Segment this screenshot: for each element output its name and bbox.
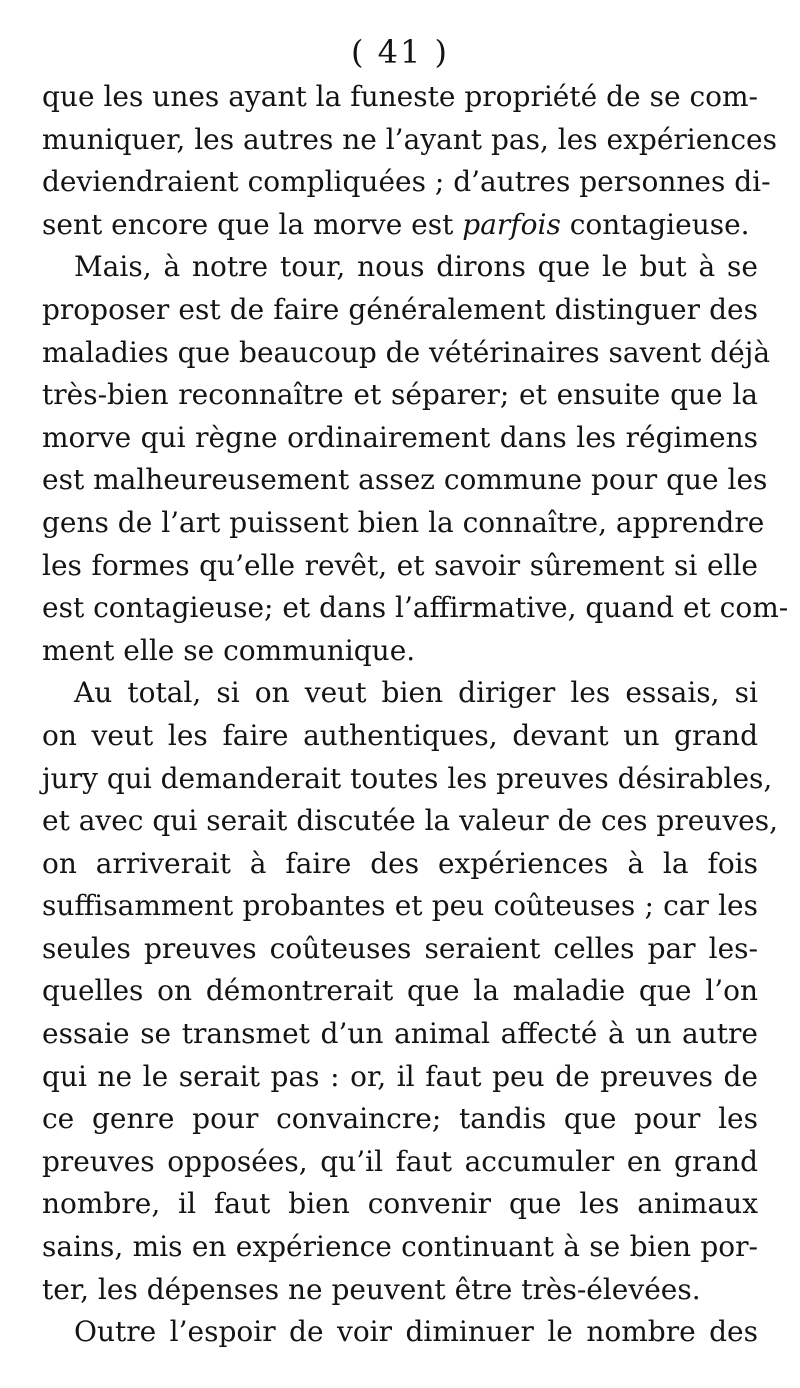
text-run: contagieuse. (569, 207, 750, 241)
text-line: gens de l’art puissent bien la connaître, apprendre (42, 505, 765, 539)
text-line: suffisamment probantes et peu coûteuses ; car les (42, 889, 758, 923)
text-line: essaie se transmet d’un animal affecté à un autre (42, 1017, 758, 1051)
text-line: Outre l’espoir de voir diminuer le nombre des (74, 1315, 758, 1349)
text-line: et avec qui serait discutée la valeur de ces preuves, (42, 804, 778, 838)
text-line: maladies que beaucoup de vétérinaires savent déjà (42, 335, 771, 369)
text-line: quelles on démontrerait que la maladie que l’on (42, 974, 758, 1008)
paragraph-1 (42, 76, 777, 246)
text-line: sains, mis en expérience continuant à se bien por- (42, 1230, 758, 1264)
text-line: est contagieuse; et dans l’affirmative, quand et com- (42, 591, 789, 625)
page-number: ( 41 ) (350, 33, 450, 71)
text-line: nombre, il faut bien convenir que les animaux (42, 1187, 758, 1221)
text-line: preuves opposées, qu’il faut accumuler en grand (42, 1144, 758, 1178)
text-line: les formes qu’elle revêt, et savoir sûrement si elle (42, 548, 758, 582)
text-line: très-bien reconnaître et séparer; et ensuite que la (42, 378, 758, 412)
text-line-mixed (42, 204, 758, 247)
text-line: proposer est de faire généralement distinguer des (42, 292, 758, 326)
text-line: on veut les faire authentiques, devant un grand (42, 718, 758, 752)
italic-word: parfois (462, 207, 561, 241)
text-run: sent encore que la morve est (42, 207, 454, 241)
text-line: ter, les dépenses ne peuvent être très-élevées. (42, 1272, 701, 1306)
text-line: ment elle se communique. (42, 633, 416, 667)
text-line: jury qui demanderait toutes les preuves désirables, (42, 761, 773, 795)
paragraph-4 (42, 1311, 758, 1354)
paragraph-3 (42, 672, 778, 1311)
text-line: Mais, à notre tour, nous dirons que le but à se (74, 250, 758, 284)
text-line: seules preuves coûteuses seraient celles par les- (42, 931, 758, 965)
text-line: Au total, si on veut bien diriger les essais, si (74, 676, 758, 710)
text-line: on arriverait à faire des expériences à la fois (42, 846, 758, 880)
text-line: ce genre pour convaincre; tandis que pour les (42, 1102, 758, 1136)
text-line: est malheureusement assez commune pour que les (42, 463, 768, 497)
text-line: morve qui règne ordinairement dans les régimens (42, 420, 758, 454)
text-line: muniquer, les autres ne l’ayant pas, les expériences (42, 122, 777, 156)
text-line: qui ne le serait pas : or, il faut peu de preuves de (42, 1059, 758, 1093)
text-line: que les unes ayant la funeste propriété de se com- (42, 80, 758, 113)
paragraph-2 (42, 246, 789, 672)
text-line: deviendraient compliquées ; d’autres personnes di- (42, 165, 771, 199)
